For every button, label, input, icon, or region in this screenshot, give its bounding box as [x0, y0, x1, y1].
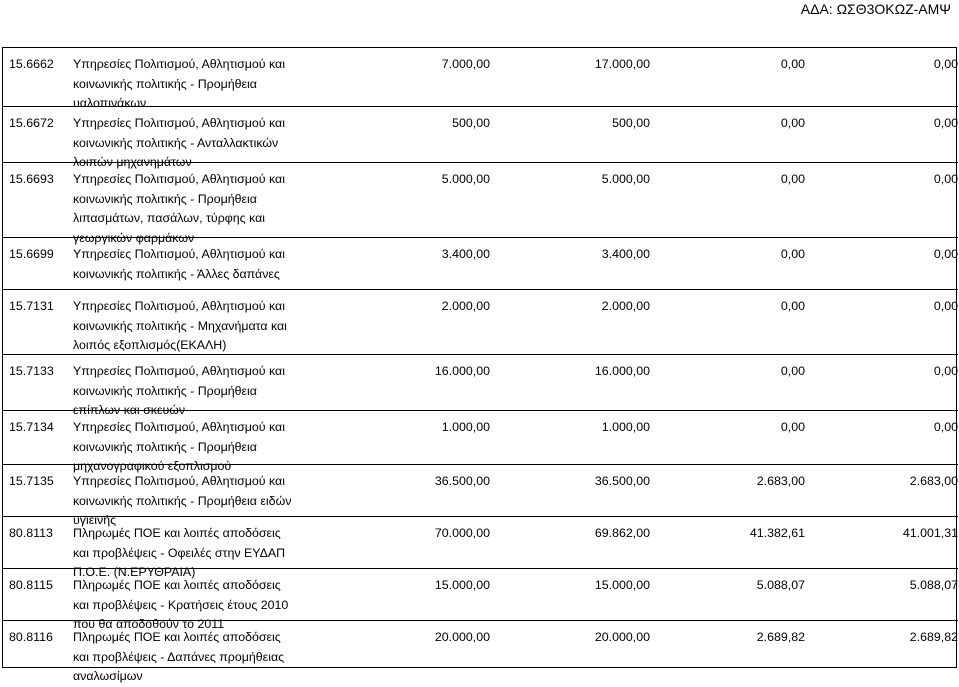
value-col-3: 0,00	[780, 116, 805, 130]
description-line: λοιπός εξοπλισμός(ΕΚΑΛΗ)	[73, 338, 227, 352]
row-code: 15.6699	[9, 247, 54, 261]
value-col-4: 0,00	[933, 247, 958, 261]
value-col-1: 5.000,00	[441, 172, 490, 186]
value-col-4: 0,00	[933, 420, 958, 434]
value-col-4: 0,00	[933, 57, 958, 71]
row-code: 15.7133	[9, 364, 54, 378]
description-line: Υπηρεσίες Πολιτισμού, Αθλητισμού και	[73, 299, 285, 313]
description-line: επίπλων και σκευών	[73, 403, 186, 417]
value-col-2: 3.400,00	[601, 247, 650, 261]
row-description	[73, 55, 323, 114]
description-line: Π.Ο.Ε. (Ν.ΕΡΥΘΡΑΙΑ)	[73, 565, 196, 579]
value-col-3: 0,00	[780, 364, 805, 378]
value-col-1: 70.000,00	[434, 526, 490, 540]
description-line: υγιεινής	[73, 513, 117, 527]
value-col-4: 5.088,07	[909, 578, 958, 592]
value-col-1: 7.000,00	[441, 57, 490, 71]
row-description	[73, 297, 323, 356]
description-line: κοινωνικής πολιτικής - Προμήθεια	[73, 439, 257, 454]
description-line: που θα αποδοθούν το 2011	[73, 617, 225, 631]
description-line: κοινωνικής πολιτικής - Προμήθεια	[73, 191, 257, 206]
value-col-1: 3.400,00	[441, 247, 490, 261]
description-line: γεωργικών φαρμάκων	[73, 230, 195, 245]
table-row	[3, 568, 958, 631]
row-code: 15.6693	[9, 172, 54, 186]
value-col-4: 2.689,82	[909, 630, 958, 644]
value-col-4: 0,00	[933, 364, 958, 378]
budget-table	[2, 47, 958, 683]
value-col-1: 36.500,00	[434, 474, 490, 488]
value-col-4: 0,00	[933, 116, 958, 130]
value-col-2: 16.000,00	[594, 364, 650, 378]
description-line: κοινωνικής πολιτικής - Άλλες δαπάνες	[73, 266, 280, 281]
description-line: και προβλέψεις - Δαπάνες προμήθειας	[73, 649, 285, 664]
value-col-4: 0,00	[933, 172, 958, 186]
row-code: 15.7131	[9, 299, 54, 313]
table-row	[3, 106, 958, 169]
description-line: και προβλέψεις - Κρατήσεις έτους 2010	[73, 597, 289, 612]
table-row	[3, 289, 958, 354]
value-col-4: 0,00	[933, 299, 958, 313]
description-line: κοινωνικής πολιτικής - Ανταλλακτικών	[73, 135, 279, 150]
row-code: 80.8115	[9, 578, 53, 592]
value-col-3: 0,00	[780, 299, 805, 313]
value-col-2: 20.000,00	[594, 630, 650, 644]
value-col-2: 36.500,00	[594, 474, 650, 488]
row-description	[73, 628, 323, 687]
description-line: λιπασμάτων, πασάλων, τύρφης και	[73, 211, 266, 225]
table-row	[3, 620, 958, 683]
value-col-3: 0,00	[780, 420, 805, 434]
description-line: Υπηρεσίες Πολιτισμού, Αθλητισμού και	[73, 420, 285, 434]
value-col-2: 15.000,00	[594, 578, 650, 592]
value-col-3: 2.683,00	[756, 474, 805, 488]
description-line: αναλωσίμων	[73, 669, 143, 683]
description-line: Υπηρεσίες Πολιτισμού, Αθλητισμού και	[73, 474, 285, 488]
value-col-3: 0,00	[780, 57, 805, 71]
value-col-1: 2.000,00	[441, 299, 490, 313]
value-col-2: 5.000,00	[601, 172, 650, 186]
table-row	[3, 464, 958, 527]
description-line: Υπηρεσίες Πολιτισμού, Αθλητισμού και	[73, 116, 285, 130]
value-col-1: 1.000,00	[441, 420, 490, 434]
row-code: 80.8116	[9, 630, 53, 644]
row-description	[73, 245, 323, 284]
value-col-2: 69.862,00	[594, 526, 650, 540]
row-code: 15.6662	[9, 57, 54, 71]
description-line: υαλοπινάκων	[73, 96, 147, 110]
row-code: 80.8113	[9, 526, 53, 540]
description-line: κοινωνικής πολιτικής - Προμήθεια ειδών	[73, 493, 292, 508]
value-col-4: 2.683,00	[909, 474, 958, 488]
description-line: λοιπών μηχανημάτων	[73, 155, 192, 169]
value-col-4: 41.001,31	[902, 526, 958, 540]
value-col-1: 16.000,00	[434, 364, 490, 378]
description-line: Πληρωμές ΠΟΕ και λοιπές αποδόσεις	[73, 578, 281, 592]
value-col-2: 2.000,00	[601, 299, 650, 313]
description-line: κοινωνικής πολιτικής - Προμήθεια	[73, 76, 257, 91]
value-col-3: 41.382,61	[749, 526, 805, 540]
row-code: 15.7134	[9, 420, 54, 434]
table-row	[3, 162, 958, 245]
row-code: 15.7135	[9, 474, 54, 488]
value-col-1: 20.000,00	[434, 630, 490, 644]
value-col-1: 15.000,00	[434, 578, 490, 592]
table-row	[3, 354, 958, 417]
table-row	[3, 48, 958, 110]
table-row	[3, 516, 958, 579]
description-line: Υπηρεσίες Πολιτισμού, Αθλητισμού και	[73, 247, 285, 261]
value-col-2: 1.000,00	[601, 420, 650, 434]
description-line: κοινωνικής πολιτικής - Μηχανήματα και	[73, 318, 287, 333]
description-line: Πληρωμές ΠΟΕ και λοιπές αποδόσεις	[73, 630, 281, 644]
value-col-3: 5.088,07	[756, 578, 805, 592]
value-col-3: 0,00	[780, 247, 805, 261]
value-col-3: 0,00	[780, 172, 805, 186]
value-col-1: 500,00	[452, 116, 490, 130]
value-col-2: 500,00	[612, 116, 650, 130]
description-line: Πληρωμές ΠΟΕ και λοιπές αποδόσεις	[73, 526, 281, 540]
row-code: 15.6672	[9, 116, 54, 130]
document-code: ΑΔΑ: ΩΣΘ3ΟΚΩΖ-ΑΜΨ	[800, 1, 951, 17]
table-row	[3, 237, 958, 289]
description-line: Υπηρεσίες Πολιτισμού, Αθλητισμού και	[73, 57, 285, 71]
description-line: Υπηρεσίες Πολιτισμού, Αθλητισμού και	[73, 172, 285, 186]
value-col-3: 2.689,82	[756, 630, 805, 644]
table-row	[3, 410, 958, 473]
description-line: Υπηρεσίες Πολιτισμού, Αθλητισμού και	[73, 364, 285, 378]
description-line: και προβλέψεις - Οφειλές στην ΕΥΔΑΠ	[73, 545, 286, 560]
value-col-2: 17.000,00	[594, 57, 650, 71]
description-line: κοινωνικής πολιτικής - Προμήθεια	[73, 383, 257, 398]
description-line: μηχανογραφικού εξοπλισμού	[73, 459, 232, 473]
